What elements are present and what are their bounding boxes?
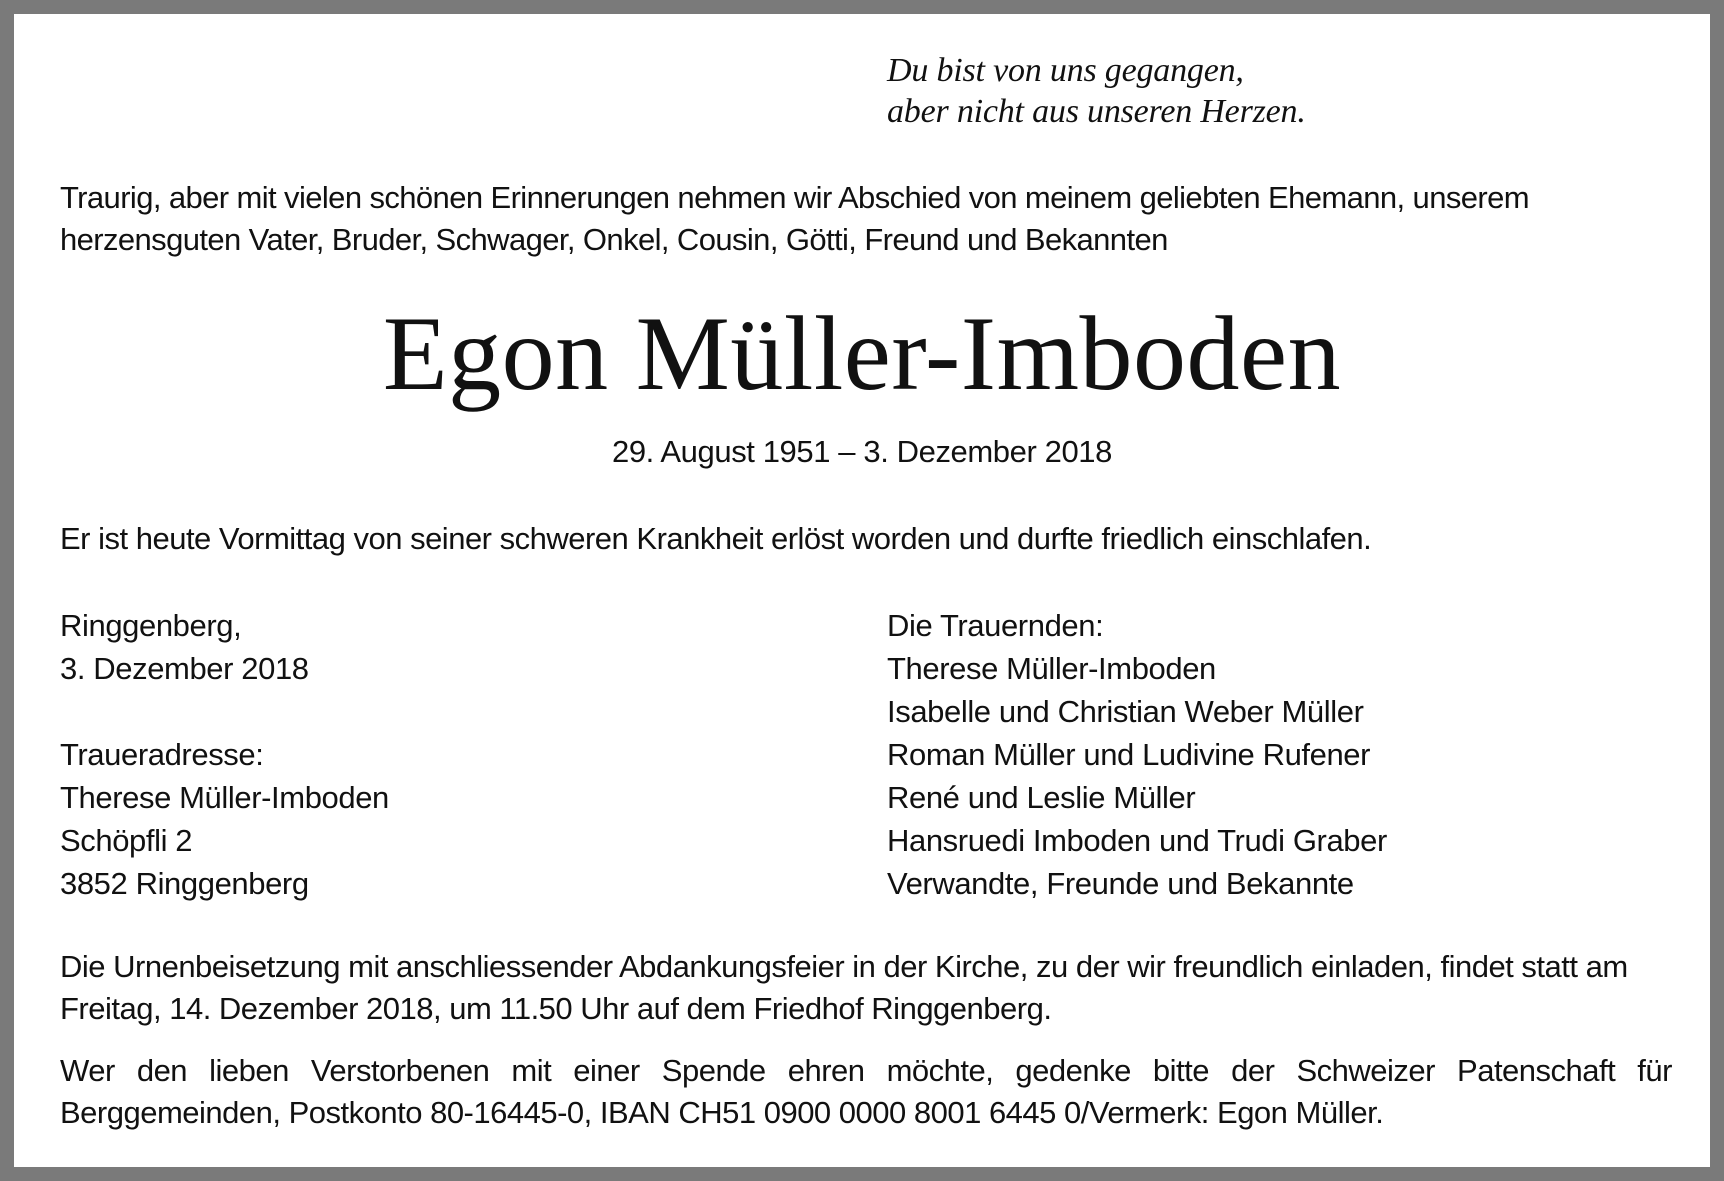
motto-line-2: aber nicht aus unseren Herzen. xyxy=(887,93,1306,130)
deceased-name: Egon Müller-Imboden xyxy=(382,295,1342,412)
spacer xyxy=(60,690,820,733)
mourner-name: Isabelle und Christian Weber Müller xyxy=(887,694,1364,729)
notice-date: 3. Dezember 2018 xyxy=(60,651,309,686)
mourner-name: Verwandte, Freunde und Bekannte xyxy=(887,866,1354,901)
life-dates: 29. August 1951 – 3. Dezember 2018 xyxy=(612,434,1112,469)
place: Ringgenberg, xyxy=(60,608,242,643)
mourners-label: Die Trauernden: xyxy=(887,608,1104,643)
mourner-name: Hansruedi Imboden und Trudi Graber xyxy=(887,823,1387,858)
memorial-motto xyxy=(887,50,1306,132)
obituary-notice xyxy=(14,14,1710,1167)
death-note: Er ist heute Vormittag von seiner schweren Krankheit erlöst worden und durfte friedlich einschlafen. xyxy=(60,521,1372,556)
intro-paragraph: Traurig, aber mit vielen schönen Erinnerungen nehmen wir Abschied von meinem geliebten Ehemann, unserem herzensguten Vater, Bruder, Schwager, Onkel, Cousin, Götti, Freund und Bekannten xyxy=(60,180,1529,257)
mourners-column xyxy=(887,604,1687,905)
address-label: Traueradresse: xyxy=(60,737,264,772)
mourner-name: Therese Müller-Imboden xyxy=(887,651,1216,686)
mourner-name: Roman Müller und Ludivine Rufener xyxy=(887,737,1371,772)
address-street: Schöpfli 2 xyxy=(60,823,193,858)
address-city: 3852 Ringgenberg xyxy=(60,866,309,901)
donation-note: Wer den lieben Verstorbenen mit einer Spende ehren möchte, gedenke bitte der Schweizer Patenschaft für Berggemeinden, Postkonto 80-16445-0, IBAN CH51 0900 0000 8001 6445 0/Vermerk: Egon Müller. xyxy=(60,1053,1672,1130)
motto-line-1: Du bist von uns gegangen, xyxy=(887,52,1244,89)
mourner-name: René und Leslie Müller xyxy=(887,780,1196,815)
place-and-address-column xyxy=(60,604,820,905)
address-name: Therese Müller-Imboden xyxy=(60,780,389,815)
funeral-details: Die Urnenbeisetzung mit anschliessender Abdankungsfeier in der Kirche, zu der wir freundlich einladen, findet statt am Freitag, 14. Dezember 2018, um 11.50 Uhr auf dem Friedhof Ringgenberg. xyxy=(60,949,1628,1026)
